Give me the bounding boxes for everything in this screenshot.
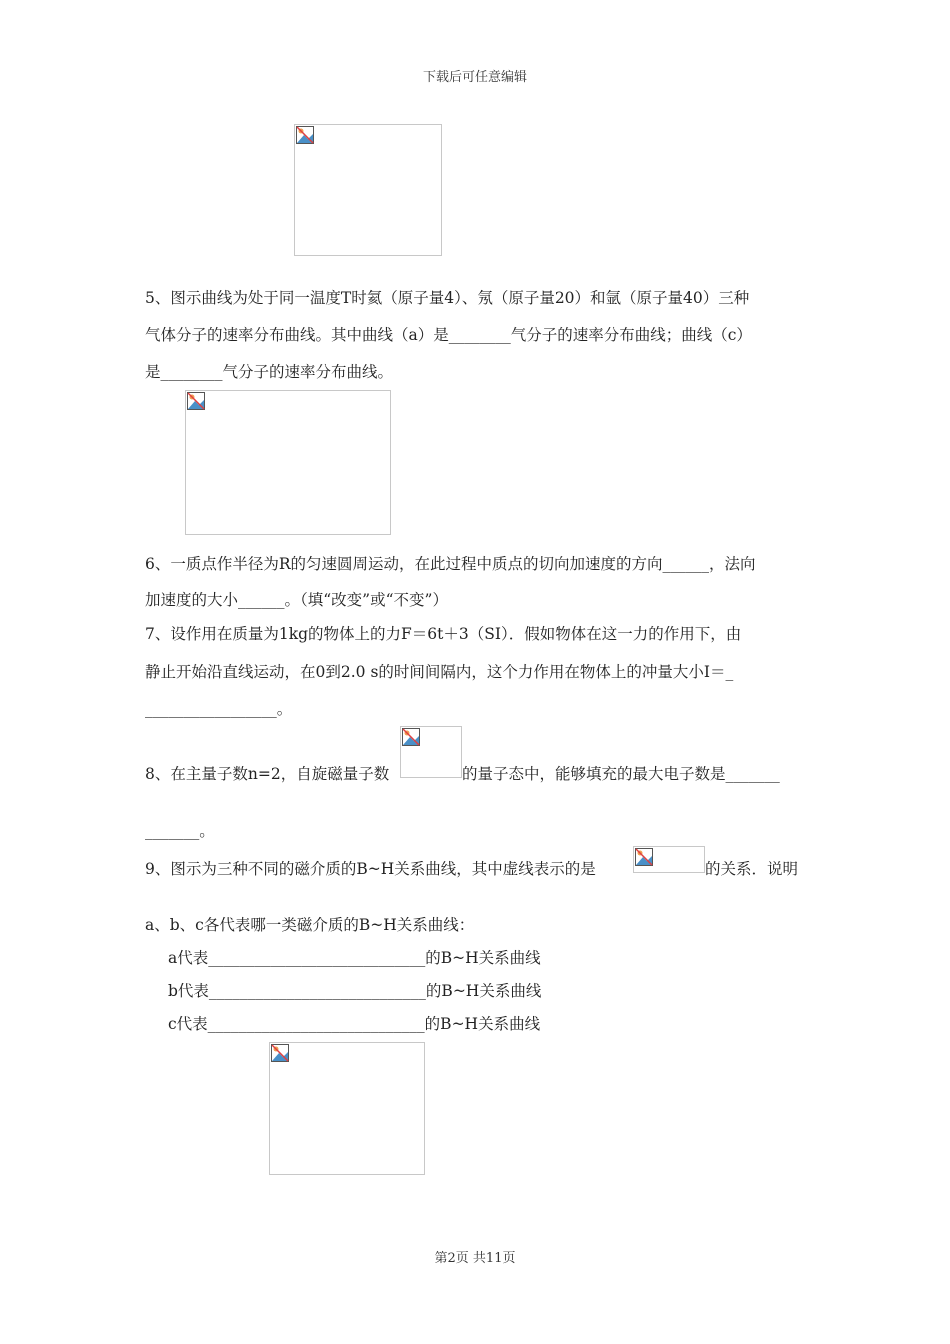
q5-line-1: 5、图示曲线为处于同一温度T时氦（原子量4）、氖（原子量20）和氩（原子量40）三种 [145,289,750,307]
page-footer: 第2页 共11页 [434,1251,516,1266]
q7-line-2: 静止开始沿直线运动，在0到2.0 s的时间间隔内，这个力作用在物体上的冲量大小I＝_ [145,663,734,681]
broken-image-icon [271,1044,289,1062]
q9-option-a: a代表____________________________的B~H关系曲线 [168,949,541,967]
q8-line-2: _______。 [145,822,215,840]
broken-image-icon [635,848,653,866]
q5-figure-placeholder [185,390,391,535]
q6-line-1: 6、一质点作半径为R的匀速圆周运动，在此过程中质点的切向加速度的方向______，法向 [145,555,756,573]
figure-image-placeholder [294,124,442,256]
q9-option-c: c代表____________________________的B~H关系曲线 [168,1015,541,1033]
q9-text-after: 的关系．说明 [705,860,799,878]
page-header: 下载后可任意编辑 [422,70,527,85]
broken-image-icon [187,392,205,410]
q8-text-after: 的量子态中，能够填充的最大电子数是_______ [462,765,780,783]
q8-formula-placeholder [400,726,462,778]
broken-image-icon [296,126,314,144]
q9-line-2: a、b、c各代表哪一类磁介质的B~H关系曲线： [145,916,475,934]
q9-option-b: b代表____________________________的B~H关系曲线 [168,982,542,1000]
broken-image-icon [402,728,420,746]
q9-formula-placeholder [633,846,705,873]
q9-figure-placeholder [269,1042,425,1175]
q6-line-2: 加速度的大小______。（填“改变”或“不变”） [145,591,448,609]
q7-line-1: 7、设作用在质量为1kg的物体上的力F＝6t＋3（SI）．假如物体在这一力的作用下，由 [145,625,742,643]
q8-text-before: 8、在主量子数n=2，自旋磁量子数 [145,765,390,783]
q9-text-before: 9、图示为三种不同的磁介质的B~H关系曲线，其中虚线表示的是 [145,860,596,878]
q5-line-2: 气体分子的速率分布曲线。其中曲线（a）是________气分子的速率分布曲线；曲线（c） [145,326,752,344]
q7-line-3: _________________。 [145,700,293,718]
q5-line-3: 是________气分子的速率分布曲线。 [145,363,394,381]
